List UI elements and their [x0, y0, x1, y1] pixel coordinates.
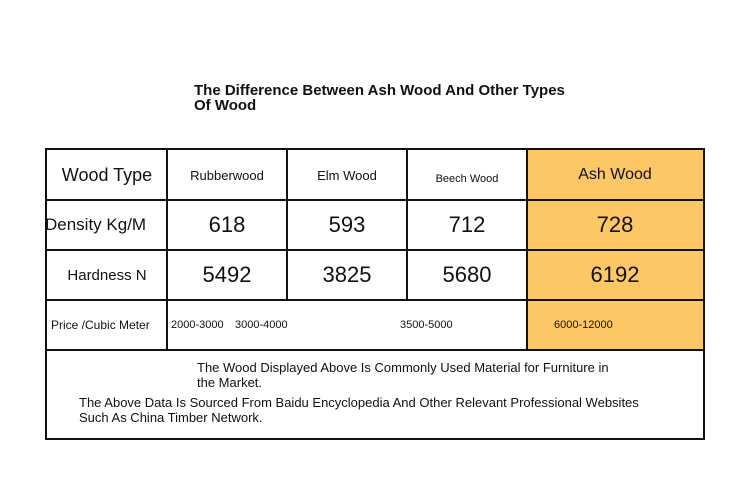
grid-line [47, 199, 703, 201]
hardness-beech-wood: 5680 [442, 262, 492, 287]
header-ash-wood: Ash Wood [578, 166, 652, 183]
density-rubberwood: 618 [208, 212, 246, 237]
page-title: The Difference Between Ash Wood And Other Types Of Wood [194, 82, 565, 114]
note-source: The Above Data Is Sourced From Baidu Encyclopedia And Other Relevant Professional Websites Such As China Timber Network. [79, 395, 639, 425]
comparison-table [45, 148, 705, 440]
price-rubberwood: 2000-3000 [171, 319, 224, 331]
hardness-rubberwood: 5492 [202, 262, 252, 287]
row-label-price: Price /Cubic Meter [51, 318, 150, 332]
row-label-hardness: Hardness N [67, 266, 147, 284]
header-wood-type: Wood Type [61, 164, 153, 185]
grid-line [47, 249, 703, 251]
grid-line [47, 349, 703, 351]
grid-line [47, 299, 703, 301]
price-beech-wood: 3500-5000 [400, 319, 453, 331]
grid-line [286, 150, 288, 300]
price-ash-wood: 6000-12000 [554, 319, 613, 331]
density-beech-wood: 712 [448, 212, 486, 237]
hardness-ash-wood: 6192 [590, 262, 640, 287]
density-ash-wood: 728 [596, 212, 634, 237]
header-rubberwood: Rubberwood [190, 167, 264, 183]
price-elm-wood: 3000-4000 [235, 319, 288, 331]
notes-section [47, 352, 703, 440]
grid-line [406, 150, 408, 300]
note-materials: The Wood Displayed Above Is Commonly Used Material for Furniture in the Market. [197, 360, 609, 390]
hardness-elm-wood: 3825 [322, 262, 372, 287]
row-label-density: Density Kg/M [45, 215, 147, 234]
header-elm-wood: Elm Wood [317, 167, 377, 183]
density-elm-wood: 593 [328, 212, 366, 237]
header-beech-wood: Beech Wood [435, 173, 499, 185]
